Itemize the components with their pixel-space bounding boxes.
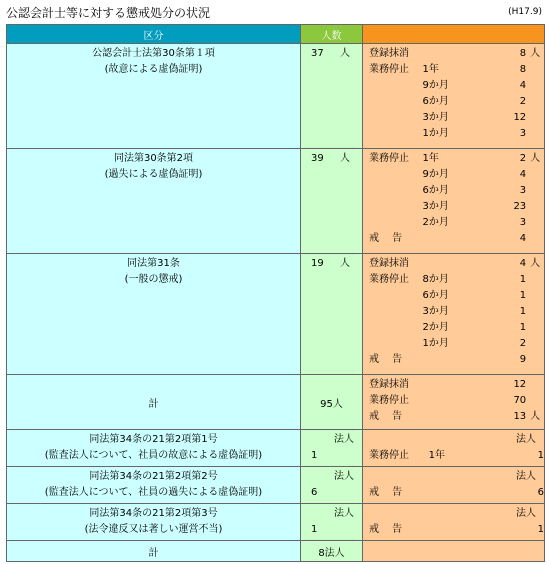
category-cell xyxy=(7,430,301,467)
detail-unit xyxy=(526,288,544,304)
discipline-table xyxy=(6,24,545,562)
detail-label: 業務停止 xyxy=(369,274,409,285)
detail-unit xyxy=(526,272,544,288)
category-title: 公認会計士法第30条第１項 xyxy=(92,48,215,59)
detail-period: 1年 xyxy=(428,450,445,461)
detail-label xyxy=(363,336,423,352)
category-subtitle: (過失による虚偽証明) xyxy=(104,169,203,180)
count-cell xyxy=(301,44,363,149)
detail-unit xyxy=(526,377,544,393)
detail-period: 8か月 xyxy=(422,274,449,285)
detail-number: 23 xyxy=(513,201,527,212)
corp-row xyxy=(7,467,545,504)
detail-number: 4 xyxy=(519,233,527,244)
total-label-cell xyxy=(7,541,301,562)
detail-unit xyxy=(526,393,544,409)
detail-unit xyxy=(526,167,544,183)
detail-unit xyxy=(526,62,544,78)
count-cell xyxy=(301,149,363,254)
detail-line xyxy=(363,78,544,94)
detail-number: 4 xyxy=(519,258,527,269)
category-title: 同法第34条の21第2項第1号 xyxy=(89,434,218,445)
count-value: 39 xyxy=(311,153,324,164)
count-value: 1 xyxy=(311,524,318,535)
total-count-cell xyxy=(301,375,363,430)
detail-label xyxy=(363,183,423,199)
detail-line xyxy=(363,126,544,142)
header-count: 人数 xyxy=(301,25,363,44)
detail-unit xyxy=(526,304,544,320)
category-cell xyxy=(7,254,301,375)
detail-unit xyxy=(526,199,544,215)
detail-line xyxy=(363,288,544,304)
category-subtitle: (故意による虚偽証明) xyxy=(104,64,203,75)
detail-period xyxy=(423,231,475,247)
category-cell xyxy=(7,149,301,254)
detail-number: 12 xyxy=(513,112,527,123)
detail-unit xyxy=(526,352,544,368)
detail-unit: 人 xyxy=(530,153,541,164)
detail-label: 戒 告 xyxy=(369,233,403,244)
detail-label xyxy=(363,167,423,183)
total-label: 計 xyxy=(148,547,159,559)
detail-cell xyxy=(363,44,545,149)
detail-cell xyxy=(363,254,545,375)
detail-label xyxy=(363,94,423,110)
count-unit: 人 xyxy=(340,153,350,164)
detail-period: 2か月 xyxy=(422,217,449,228)
detail-period: 9か月 xyxy=(422,80,449,91)
detail-number: 1 xyxy=(519,290,527,301)
category-title: 同法第30条第2項 xyxy=(113,153,194,164)
detail-number: 3 xyxy=(519,128,527,139)
detail-label: 業務停止 xyxy=(369,64,409,75)
detail-line xyxy=(363,183,544,199)
total-row xyxy=(7,375,545,430)
detail-period: 3か月 xyxy=(422,201,449,212)
detail-label: 登録抹消 xyxy=(369,258,409,269)
detail-unit: 法人 xyxy=(516,508,536,519)
detail-period: 3か月 xyxy=(422,112,449,123)
detail-period: 6か月 xyxy=(422,185,449,196)
count-value: 37 xyxy=(311,48,324,59)
category-cell xyxy=(7,467,301,504)
detail-line xyxy=(363,231,544,247)
count-unit: 法人 xyxy=(334,471,354,482)
category-subtitle: (監査法人について、社員の故意による虚偽証明) xyxy=(44,450,263,461)
detail-unit xyxy=(526,215,544,231)
detail-number: 8 xyxy=(519,64,527,75)
count-value: 19 xyxy=(311,258,324,269)
detail-line xyxy=(363,522,544,538)
detail-period: 1か月 xyxy=(422,128,449,139)
detail-line xyxy=(363,110,544,126)
date-label: (H17.9) xyxy=(508,7,542,17)
detail-number: 1 xyxy=(537,450,544,461)
count-cell xyxy=(301,254,363,375)
count-unit: 人 xyxy=(340,258,350,269)
detail-unit xyxy=(526,94,544,110)
detail-number: 3 xyxy=(519,217,527,228)
detail-period xyxy=(423,352,475,368)
category-title: 同法第34条の21第2項第3号 xyxy=(89,508,218,519)
detail-period xyxy=(429,522,487,538)
detail-label: 戒 告 xyxy=(369,487,403,498)
detail-period xyxy=(423,46,475,62)
count-cell xyxy=(301,504,363,541)
category-subtitle: (法令違反又は著しい運営不当) xyxy=(84,524,223,535)
detail-label: 戒 告 xyxy=(369,524,403,535)
total-row xyxy=(7,541,545,562)
detail-line xyxy=(363,448,544,464)
detail-label xyxy=(363,304,423,320)
category-title: 同法第34条の21第2項第2号 xyxy=(89,471,218,482)
detail-line xyxy=(363,320,544,336)
detail-period: 1か月 xyxy=(422,338,449,349)
detail-line xyxy=(363,485,544,501)
detail-line xyxy=(363,304,544,320)
detail-line xyxy=(363,215,544,231)
detail-number: 12 xyxy=(513,379,527,390)
detail-label xyxy=(363,199,423,215)
detail-period: 2か月 xyxy=(422,322,449,333)
count-cell xyxy=(301,467,363,504)
detail-cell xyxy=(363,504,545,541)
detail-line xyxy=(363,62,544,78)
detail-period: 6か月 xyxy=(422,96,449,107)
detail-unit: 法人 xyxy=(516,471,536,482)
page-title: 公認会計士等に対する懲戒処分の状況 xyxy=(6,6,211,20)
detail-number: 4 xyxy=(519,80,527,91)
detail-label: 業務停止 xyxy=(369,450,409,461)
detail-number: 2 xyxy=(519,96,527,107)
detail-number: 9 xyxy=(519,354,527,365)
detail-unit xyxy=(526,183,544,199)
total-label-cell xyxy=(7,375,301,430)
category-subtitle: (一般の懲戒) xyxy=(124,274,183,285)
count-value: 1 xyxy=(311,450,318,461)
count-value: 6 xyxy=(311,487,318,498)
table-row xyxy=(7,44,545,149)
detail-unit xyxy=(526,231,544,247)
count-unit: 人 xyxy=(340,48,350,59)
detail-number: 2 xyxy=(519,153,527,164)
detail-number: 13 xyxy=(513,411,527,422)
category-cell xyxy=(7,504,301,541)
detail-period xyxy=(423,256,475,272)
detail-label xyxy=(363,78,423,94)
detail-period: 9か月 xyxy=(422,169,449,180)
detail-unit xyxy=(526,336,544,352)
corp-row xyxy=(7,504,545,541)
total-count: 95人 xyxy=(320,398,343,410)
detail-number: 1 xyxy=(519,306,527,317)
total-detail-cell xyxy=(363,375,545,430)
detail-unit: 人 xyxy=(530,48,541,59)
detail-unit: 人 xyxy=(530,258,541,269)
total-label: 計 xyxy=(148,398,159,410)
category-cell xyxy=(7,44,301,149)
detail-line xyxy=(363,151,544,167)
detail-line xyxy=(363,94,544,110)
detail-label xyxy=(363,288,423,304)
detail-label: 業務停止 xyxy=(369,153,409,164)
total-count-cell xyxy=(301,541,363,562)
detail-unit: 法人 xyxy=(516,434,536,445)
detail-number: 70 xyxy=(513,395,527,406)
detail-line xyxy=(363,336,544,352)
detail-unit xyxy=(526,78,544,94)
count-unit: 法人 xyxy=(334,434,354,445)
total-count: 8法人 xyxy=(318,547,345,559)
detail-label: 戒 告 xyxy=(369,411,403,422)
detail-line xyxy=(363,167,544,183)
detail-label xyxy=(363,110,423,126)
detail-number: 6 xyxy=(537,487,544,498)
detail-label: 登録抹消 xyxy=(369,48,409,59)
detail-period: 3か月 xyxy=(422,306,449,317)
detail-unit: 人 xyxy=(530,411,541,422)
detail-number: 4 xyxy=(519,169,527,180)
detail-line xyxy=(363,199,544,215)
detail-number: 1 xyxy=(519,274,527,285)
category-subtitle: (監査法人について、社員の過失による虚偽証明) xyxy=(44,487,263,498)
detail-label xyxy=(363,320,423,336)
detail-label: 業務停止 xyxy=(369,395,409,406)
detail-number: 2 xyxy=(519,338,527,349)
header-detail xyxy=(363,25,545,44)
detail-line xyxy=(363,46,544,62)
detail-line xyxy=(363,272,544,288)
detail-line xyxy=(363,256,544,272)
category-title: 同法第31条 xyxy=(127,258,180,269)
detail-number: 1 xyxy=(519,322,527,333)
detail-period: 6か月 xyxy=(422,290,449,301)
detail-label: 戒 告 xyxy=(369,354,403,365)
count-cell xyxy=(301,430,363,467)
detail-number: 8 xyxy=(519,48,527,59)
detail-label xyxy=(363,126,423,142)
total-detail-line xyxy=(363,393,544,409)
detail-cell xyxy=(363,149,545,254)
detail-unit xyxy=(526,320,544,336)
detail-cell xyxy=(363,430,545,467)
detail-line xyxy=(363,352,544,368)
table-row xyxy=(7,149,545,254)
detail-period xyxy=(429,485,487,501)
count-unit: 法人 xyxy=(334,508,354,519)
detail-label xyxy=(363,215,423,231)
total-detail-line xyxy=(363,409,544,425)
detail-number: 3 xyxy=(519,185,527,196)
detail-label: 登録抹消 xyxy=(369,379,409,390)
total-detail-cell xyxy=(363,541,545,562)
total-detail-line xyxy=(363,377,544,393)
detail-period: 1年 xyxy=(422,153,439,164)
corp-row xyxy=(7,430,545,467)
detail-number: 1 xyxy=(537,524,544,535)
table-row xyxy=(7,254,545,375)
header-category: 区分 xyxy=(7,25,301,44)
detail-unit xyxy=(526,126,544,142)
detail-cell xyxy=(363,467,545,504)
detail-unit xyxy=(526,110,544,126)
detail-period: 1年 xyxy=(422,64,439,75)
